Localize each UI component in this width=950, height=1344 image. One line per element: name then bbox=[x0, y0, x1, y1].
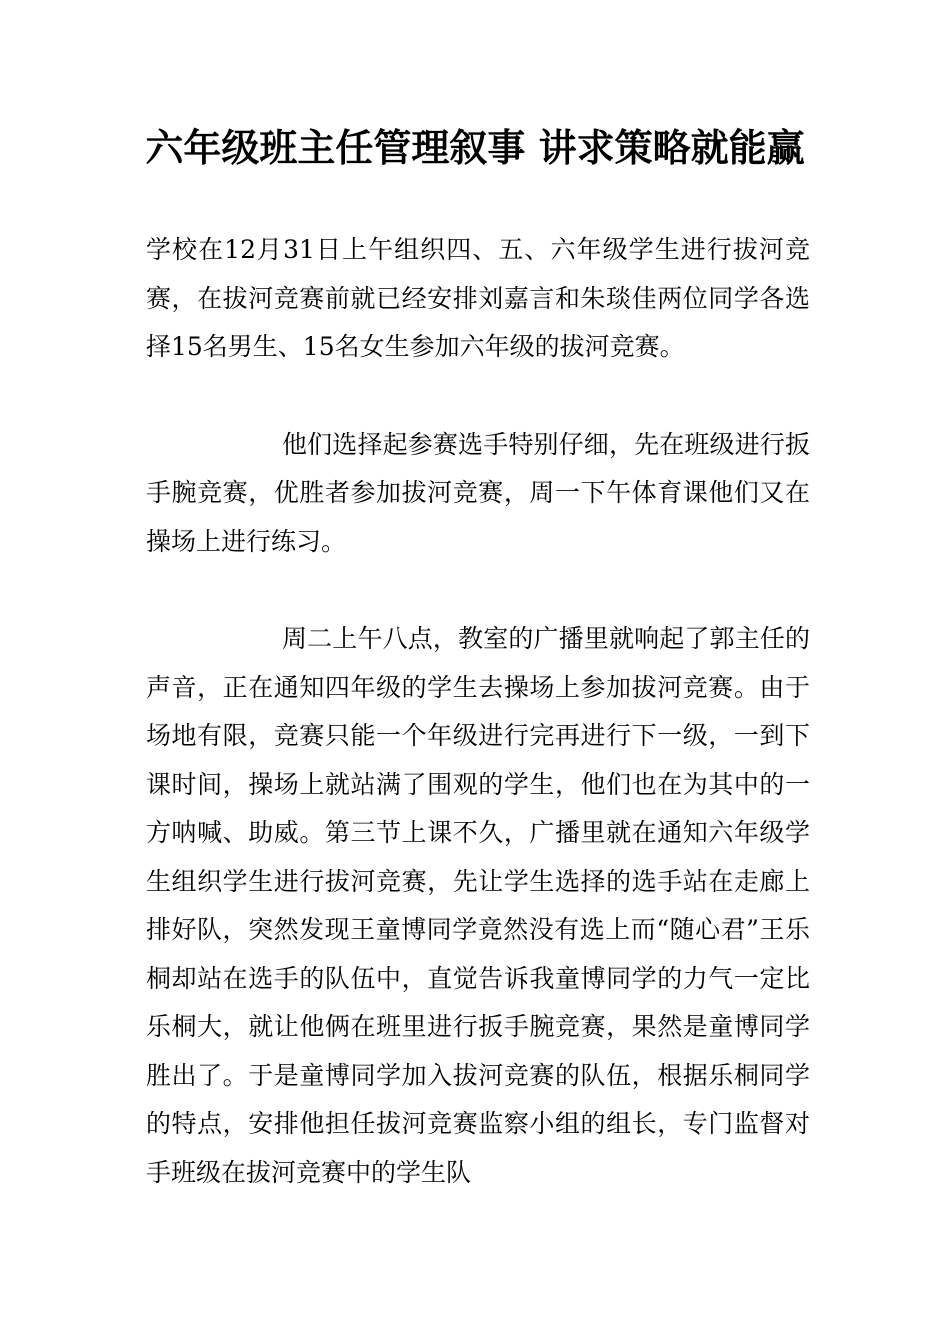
paragraph-gap bbox=[146, 372, 810, 421]
paragraph-3: 周二上午八点，教室的广播里就响起了郭主任的声音，正在通知四年级的学生去操场上参加拔河竞赛。由于场地有限，竞赛只能一个年级进行完再进行下一级，一到下课时间，操场上就站满了围观的学生，他们也在为其中的一方呐喊、助威。第三节上课不久，广播里就在通知六年级学生组织学生进行拔河竞赛，先让学生选择的选手站在走廊上排好队，突然发现王童博同学竟然没有选上而“随心君”王乐桐却站在选手的队伍中，直觉告诉我童博同学的力气一定比乐桐大，就让他俩在班里进行扳手腕竞赛，果然是童博同学胜出了。于是童博同学加入拔河竞赛的队伍，根据乐桐同学的特点，安排他担任拔河竞赛监察小组的组长，专门监督对手班级在拔河竞赛中的学生队 bbox=[146, 624, 810, 1187]
document-title: 六年级班主任管理叙事 讲求策略就能赢 bbox=[145, 126, 805, 170]
paragraph-2: 他们选择起参赛选手特别仔细，先在班级进行扳手腕竞赛，优胜者参加拔河竞赛，周一下午体育课他们又在操场上进行练习。 bbox=[146, 429, 810, 556]
paragraph-gap bbox=[146, 566, 810, 615]
paragraph-1: 学校在12月31日上午组织四、五、六年级学生进行拔河竞赛，在拔河竞赛前就已经安排刘嘉言和朱琰佳两位同学各选择15名男生、15名女生参加六年级的拔河竞赛。 bbox=[146, 235, 810, 361]
document-body bbox=[146, 226, 810, 1197]
